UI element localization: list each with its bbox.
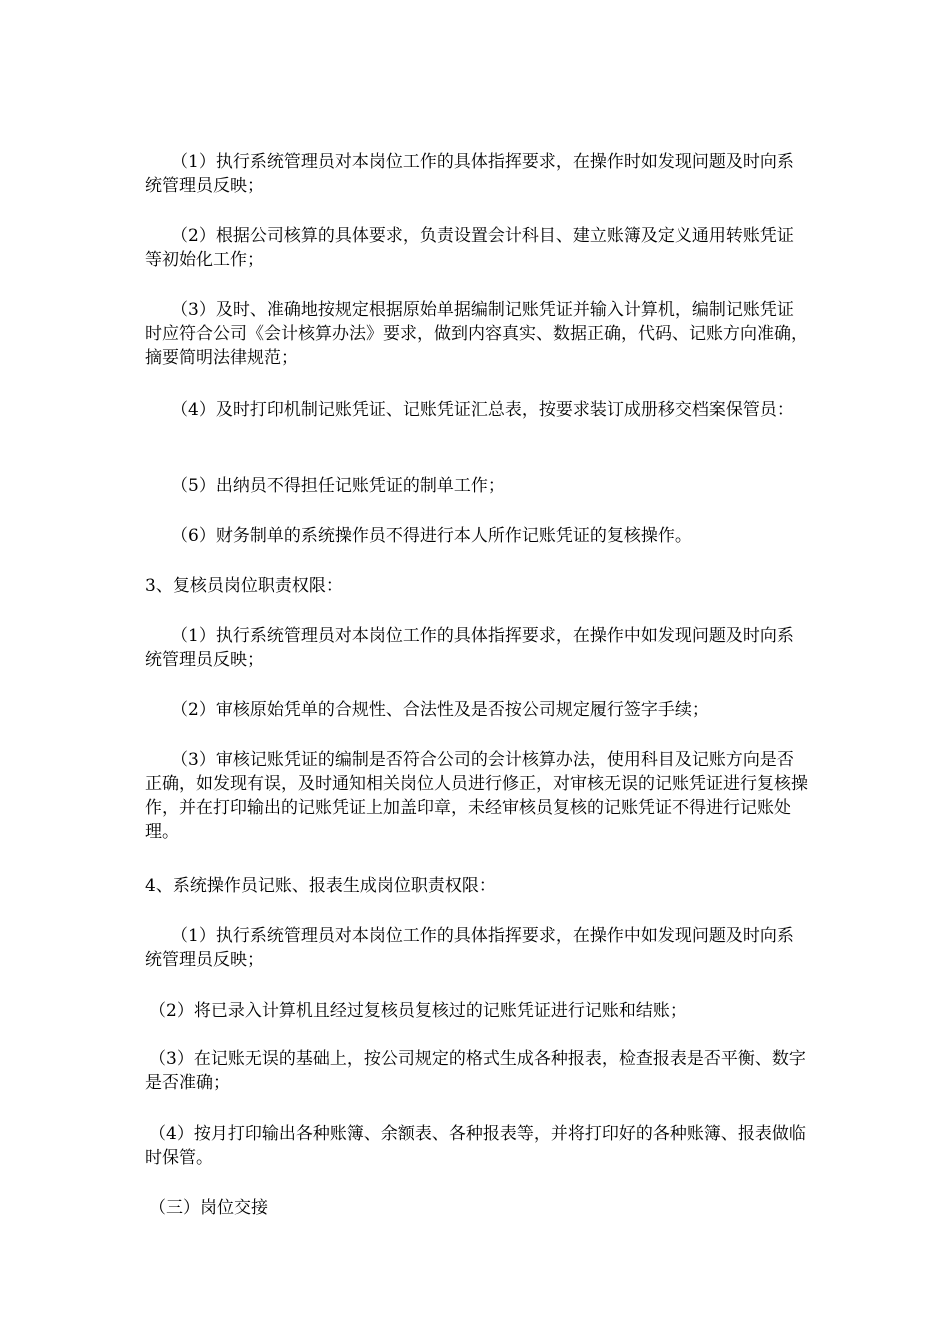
paragraph-3: （3）及时、准确地按规定根据原始单据编制记账凭证并输入计算机，编制记账凭证时应符合公司《会计核算办法》要求，做到内容真实、数据正确，代码、记账方向准确，摘要简明法律规范； <box>145 300 808 368</box>
paragraph-9: （3）审核记账凭证的编制是否符合公司的会计核算办法，使用科目及记账方向是否正确，如发现有误，及时通知相关岗位人员进行修正，对审核无误的记账凭证进行复核操作，并在打印输出的记账凭证上加盖印章，未经审核员复核的记账凭证不得进行记账处理。 <box>145 750 808 842</box>
paragraph-12: （3）在记账无误的基础上，按公司规定的格式生成各种报表，检查报表是否平衡、数字是否准确； <box>145 1049 806 1093</box>
paragraph-4: （4）及时打印机制记账凭证、记账凭证汇总表，按要求装订成册移交档案保管员： <box>171 400 794 420</box>
paragraph-10: （1）执行系统管理员对本岗位工作的具体指挥要求，在操作中如发现问题及时向系统管理员反映； <box>145 926 794 970</box>
paragraph-13: （4）按月打印输出各种账簿、余额表、各种报表等，并将打印好的各种账簿、报表做临时保管。 <box>145 1124 806 1168</box>
paragraph-7: （1）执行系统管理员对本岗位工作的具体指挥要求，在操作中如发现问题及时向系统管理员反映； <box>145 626 794 670</box>
paragraph-1: （1）执行系统管理员对本岗位工作的具体指挥要求，在操作时如发现问题及时向系统管理员反映； <box>145 152 794 196</box>
paragraph-5: （5）出纳员不得担任记账凭证的制单工作； <box>171 476 505 496</box>
paragraph-6: （6）财务制单的系统操作员不得进行本人所作记账凭证的复核操作。 <box>171 526 692 546</box>
paragraph-11: （2）将已录入计算机且经过复核员复核过的记账凭证进行记账和结账； <box>149 1001 687 1021</box>
paragraph-2: （2）根据公司核算的具体要求，负责设置会计科目、建立账簿及定义通用转账凭证等初始化工作； <box>145 226 794 270</box>
section-heading-4: 4、系统操作员记账、报表生成岗位职责权限： <box>145 876 496 896</box>
section-heading-3-handover: （三）岗位交接 <box>149 1198 268 1218</box>
section-heading-3: 3、复核员岗位职责权限： <box>145 576 343 596</box>
paragraph-8: （2）审核原始凭单的合规性、合法性及是否按公司规定履行签字手续； <box>171 700 709 720</box>
